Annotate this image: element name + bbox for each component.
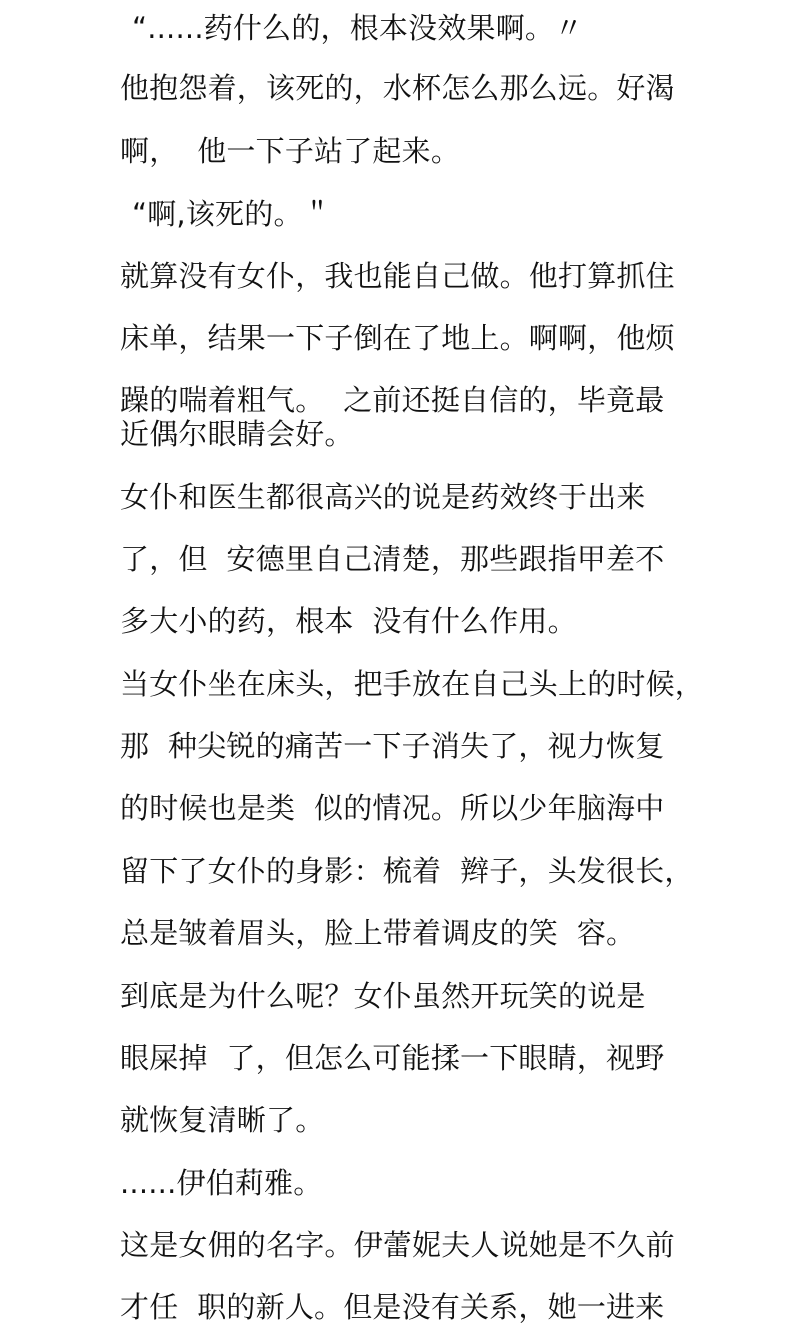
text-line: 总是皱着眉头，脸上带着调皮的笑 容。 [120, 916, 636, 950]
text-line: 他抱怨着，该死的，水杯怎么那么远。好渴 [120, 71, 675, 105]
text-line: 这是女佣的名字。伊蕾妮夫人说她是不久前 [120, 1228, 675, 1262]
text-line: ......伊伯莉雅。 [120, 1166, 323, 1200]
text-line: 眼屎掉 了，但怎么可能揉一下眼睛，视野 [120, 1041, 665, 1075]
text-line: 就算没有女仆，我也能自己做。他打算抓住 [120, 259, 675, 293]
text-line: “啊,该死的。＂ [132, 197, 332, 231]
text-line: 躁的喘着粗气。 之前还挺自信的，毕竟最 [120, 383, 665, 417]
text-line: 多大小的药，根本 没有什么作用。 [120, 604, 577, 638]
text-line: 近偶尔眼睛会好。 [120, 417, 354, 451]
text-line: 了，但 安德里自己清楚，那些跟指甲差不 [120, 542, 665, 576]
text-line: 啊， 他一下子站了起来。 [120, 134, 461, 168]
text-line: 就恢复清晰了。 [120, 1103, 325, 1137]
text-line: 到底是为什么呢？女仆虽然开玩笑的说是 [120, 979, 646, 1013]
text-line: 床单，结果一下子倒在了地上。啊啊，他烦 [120, 321, 675, 355]
text-line: 才任 职的新人。但是没有关系，她一进来 [120, 1290, 665, 1324]
text-line: “......药什么的，根本没效果啊。〃 [132, 11, 584, 45]
text-line: 当女仆坐在床头，把手放在自己头上的时候， [120, 667, 705, 701]
text-line: 那 种尖锐的痛苦一下子消失了，视力恢复 [120, 729, 665, 763]
text-line: 留下了女仆的身影：梳着 辫子，头发很长， [120, 854, 694, 888]
text-line: 的时候也是类 似的情况。所以少年脑海中 [120, 791, 665, 825]
text-line: 女仆和医生都很高兴的说是药效终于出来 [120, 480, 646, 514]
